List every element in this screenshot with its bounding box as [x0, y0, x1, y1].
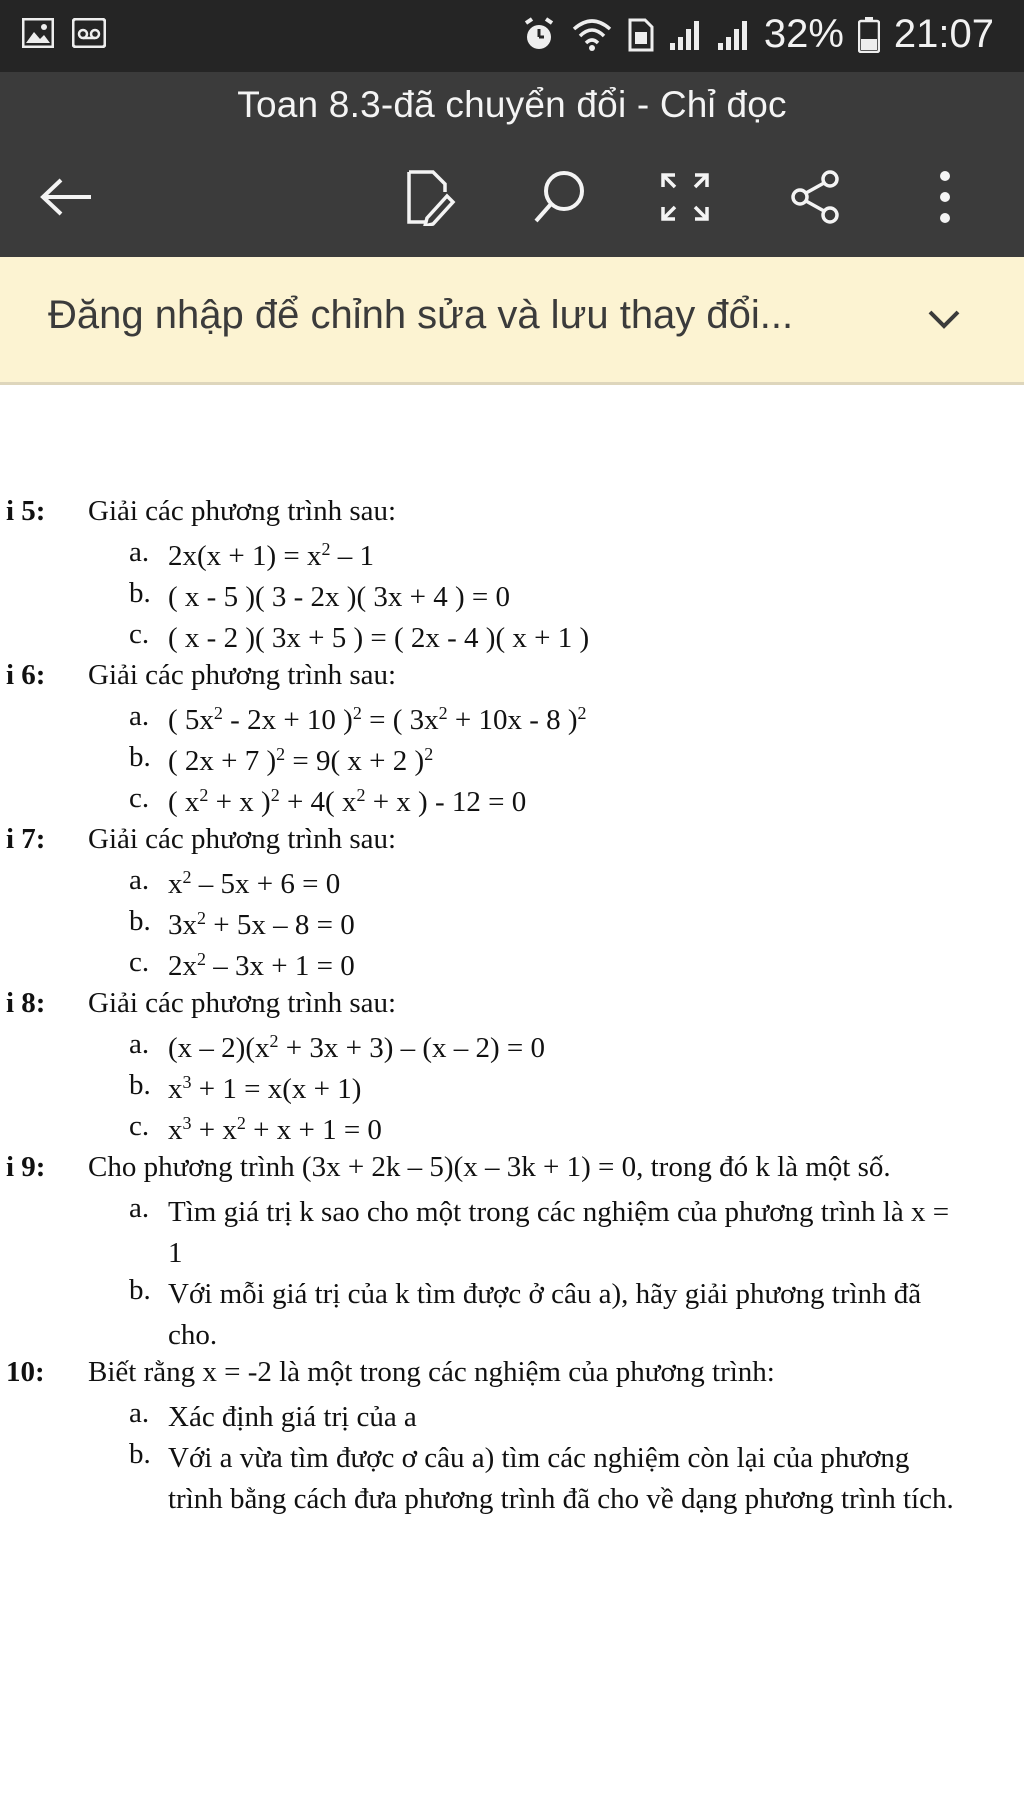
exercise-prompt: Giải các phương trình sau: [88, 987, 397, 1019]
document-title: Toan 8.3-đã chuyển đổi - Chỉ đọc [237, 84, 787, 125]
sim-card-icon [628, 18, 654, 52]
equation: ( $x^2 + x$ )$^2$ + 4( $x^2 + x$ ) - 12 = 0 [168, 785, 527, 818]
battery-percent: 32% [763, 12, 844, 56]
exercise-5-heading [0, 495, 1024, 536]
exercise-item: a. Xác định giá trị của a [0, 1397, 1024, 1438]
item-text: Với a vừa tìm được ơ câu a) tìm các nghiệm còn lại của phương trình bằng cách đưa phương trình đã cho về dạng phương trình tích. [168, 1442, 954, 1515]
share-icon [788, 169, 842, 225]
equation: $x^3 + x^2 + x + 1 = 0$ [168, 1113, 382, 1146]
more-options-button[interactable] [910, 162, 980, 232]
exercise-item: b. $3x^2 + 5x - 8 = 0$ [0, 905, 1024, 946]
fullscreen-button[interactable] [650, 162, 720, 232]
exercise-number: 10: [6, 1356, 45, 1388]
arrow-left-icon [39, 177, 95, 217]
equation: $3x^2 + 5x - 8 = 0$ [168, 908, 355, 941]
status-bar [0, 0, 1024, 72]
exercise-number: i 9: [6, 1151, 46, 1183]
exercise-7-heading [0, 823, 1024, 864]
signin-banner-text: Đăng nhập để chỉnh sửa và lưu thay đổi... [48, 293, 794, 337]
exercise-number: i 8: [6, 987, 46, 1019]
exercise-item: c. $2x^2 - 3x + 1 = 0$ [0, 946, 1024, 987]
exercise-9-heading [0, 1151, 1024, 1192]
exercise-item: b. Với mỗi giá trị của k tìm được ở câu a), hãy giải phương trình đã cho. [0, 1274, 1024, 1356]
chevron-down-icon[interactable] [924, 299, 964, 339]
exercise-item: a. $2x(x + 1) = x^2 - 1$ [0, 536, 1024, 577]
back-button[interactable] [32, 162, 102, 232]
equation: $x^3 + 1 = x(x + 1)$ [168, 1072, 362, 1105]
equation: ( $5x^2 - 2x + 10$ )$^2$ = ( $3x^2 + 10x - 8$ )$^2$ [168, 703, 587, 736]
gallery-notification-icon [22, 18, 54, 53]
exercise-item: b. ( x - 5 )( 3 - 2x )( 3x + 4 ) = 0 [0, 577, 1024, 618]
signin-banner[interactable] [0, 257, 1024, 385]
exercise-10-heading [0, 1356, 1024, 1397]
more-vertical-icon [938, 170, 952, 224]
search-button[interactable] [525, 162, 595, 232]
app-toolbar [0, 72, 1024, 257]
exercise-prompt: Cho phương trình (3x + 2k – 5)(x – 3k + 1) = 0, trong đó k là một số. [88, 1151, 891, 1183]
exercise-prompt: Biết rằng x = -2 là một trong các nghiệm của phương trình: [88, 1356, 775, 1388]
exercise-prompt: Giải các phương trình sau: [88, 823, 397, 855]
equation: ( x - 2 )( 3x + 5 ) = ( 2x - 4 )( x + 1 ) [168, 622, 590, 654]
equation: ( x - 5 )( 3 - 2x )( 3x + 4 ) = 0 [168, 581, 510, 613]
exercise-prompt: Giải các phương trình sau: [88, 495, 397, 527]
voicemail-notification-icon [72, 18, 106, 53]
item-text: Với mỗi giá trị của k tìm được ở câu a), hãy giải phương trình đã cho. [168, 1278, 922, 1351]
exercise-item: b. $x^3 + 1 = x(x + 1)$ [0, 1069, 1024, 1110]
equation: $2x(x + 1) = x^2 - 1$ [168, 539, 375, 572]
equation: $x^2 - 5x + 6 = 0$ [168, 867, 341, 900]
exercise-item: a. Tìm giá trị k sao cho một trong các nghiệm của phương trình là x = 1 [0, 1192, 1024, 1274]
document-page [0, 495, 1024, 1520]
alarm-icon [522, 17, 556, 53]
exercise-8-heading [0, 987, 1024, 1028]
exercise-item: c. ( $x^2 + x$ )$^2$ + 4( $x^2 + x$ ) - 12 = 0 [0, 782, 1024, 823]
clock: 21:07 [893, 12, 994, 56]
exercise-number: i 5: [6, 495, 46, 527]
exercise-6-heading [0, 659, 1024, 700]
share-button[interactable] [780, 162, 850, 232]
exercise-number: i 7: [6, 823, 46, 855]
item-text: Xác định giá trị của a [168, 1401, 417, 1433]
search-icon [532, 169, 588, 225]
signal-sim1-icon [668, 19, 702, 51]
signal-sim2-icon [716, 19, 750, 51]
exercise-prompt: Giải các phương trình sau: [88, 659, 397, 691]
battery-icon [858, 17, 880, 53]
equation: ( 2x + 7 )$^2$ = 9( x + 2 )$^2$ [168, 744, 434, 777]
wifi-icon [570, 17, 614, 53]
expand-icon [659, 171, 711, 223]
equation: $2x^2 - 3x + 1 = 0$ [168, 949, 355, 982]
exercise-item: b. ( 2x + 7 )$^2$ = 9( x + 2 )$^2$ [0, 741, 1024, 782]
exercise-item: a. $x^2 - 5x + 6 = 0$ [0, 864, 1024, 905]
edit-document-icon [403, 168, 457, 226]
item-text: Tìm giá trị k sao cho một trong các nghiệm của phương trình là x = 1 [168, 1196, 950, 1269]
exercise-item: c. $x^3 + x^2 + x + 1 = 0$ [0, 1110, 1024, 1151]
equation: $(x - 2)(x^2 + 3x + 3) - (x - 2) = 0$ [168, 1031, 546, 1064]
exercise-item: a. $(x - 2)(x^2 + 3x + 3) - (x - 2) = 0$ [0, 1028, 1024, 1069]
exercise-number: i 6: [6, 659, 46, 691]
exercise-item: a. ( $5x^2 - 2x + 10$ )$^2$ = ( $3x^2 + 10x - 8$ )$^2$ [0, 700, 1024, 741]
exercise-item: b. Với a vừa tìm được ơ câu a) tìm các nghiệm còn lại của phương trình bằng cách đưa phương trình đã cho về dạng phương trình tích. [0, 1438, 1024, 1520]
edit-button[interactable] [395, 162, 465, 232]
exercise-item: c. ( x - 2 )( 3x + 5 ) = ( 2x - 4 )( x + 1 ) [0, 618, 1024, 659]
